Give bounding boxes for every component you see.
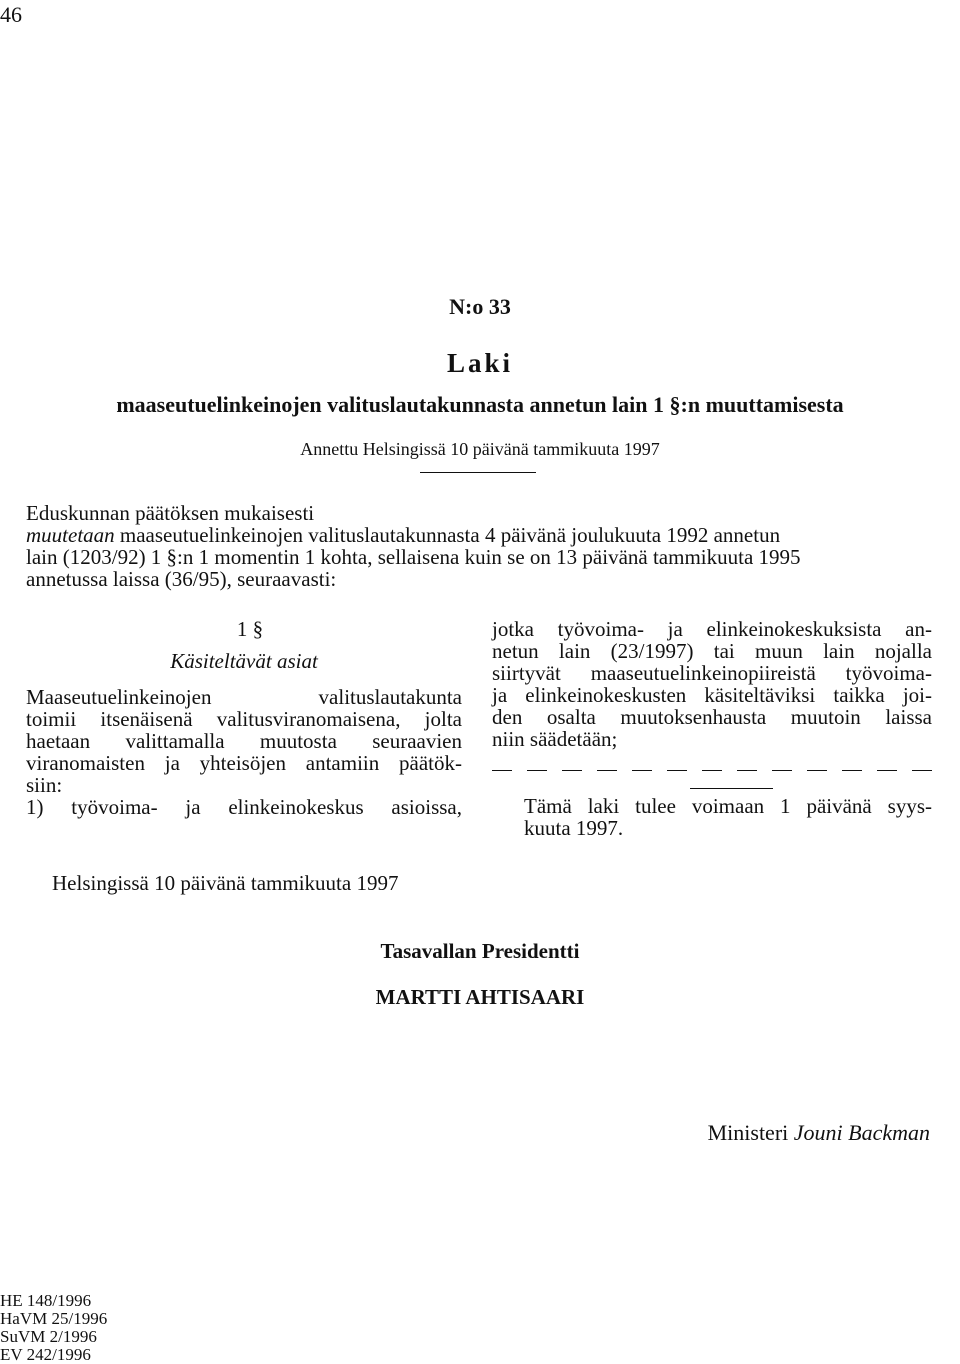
section-left-line: viranomaisten ja yhteisöjen antamiin päätök- <box>26 751 462 775</box>
minister-signature <box>708 1122 930 1144</box>
section-number: 1 § <box>236 617 264 641</box>
title-divider <box>420 472 536 473</box>
omission-dash <box>737 770 757 780</box>
right-column <box>492 618 932 839</box>
section-text-left <box>26 686 462 818</box>
omission-dash <box>702 770 722 780</box>
intro-line-3: lain (1203/92) 1 §:n 1 momentin 1 kohta, sellaisena kuin se on 13 päivänä tammikuuta 1995 <box>26 545 801 569</box>
omission-dash <box>492 770 512 780</box>
reference-item: SuVM 2/1996 <box>0 1327 97 1346</box>
section-right-line: ja elinkeinokeskusten käsiteltäviksi taikka joi- <box>492 683 932 707</box>
president-name: MARTTI AHTISAARI <box>375 985 585 1009</box>
omission-dash <box>597 770 617 780</box>
omission-dash <box>807 770 827 780</box>
omission-dash <box>562 770 582 780</box>
section-left-line: toimii itsenäisenä valitusviranomaisena, jolta <box>26 707 462 731</box>
omission-dash <box>772 770 792 780</box>
section-right-line: netun lain (23/1997) tai muun lain nojalla <box>492 639 932 663</box>
entry-into-force <box>492 795 932 839</box>
intro-line-2 <box>26 524 946 546</box>
omission-dash <box>667 770 687 780</box>
effective-line-2: kuuta 1997. <box>524 816 624 840</box>
section-divider <box>690 788 773 789</box>
statute-number: N:o 33 <box>449 294 511 319</box>
place-and-date: Helsingissä 10 päivänä tammikuuta 1997 <box>52 871 399 895</box>
omission-dashes <box>492 758 932 780</box>
law-subtitle: maaseutuelinkeinojen valituslautakunnasta annetun lain 1 §:n muuttamisesta <box>116 392 844 417</box>
minister-title: Ministeri <box>707 1120 789 1145</box>
section-left-line: haetaan valittamalla muutosta seuraavien <box>26 729 462 753</box>
section-right-line: den osalta muutoksenhausta muutoin laissa <box>492 705 932 729</box>
legislative-references <box>0 1292 107 1364</box>
intro-line-4: annetussa laissa (36/95), seuraavasti: <box>26 567 337 591</box>
section-right-line: siirtyvät maaseutuelinkeinopiireistä työvoima- <box>492 661 932 685</box>
section-right-line: jotka työvoima- ja elinkeinokeskuksista an- <box>492 617 932 641</box>
section-left-line: Maaseutuelinkeinojen valituslautakunta <box>26 685 462 709</box>
omission-dash <box>877 770 897 780</box>
effective-line-1: Tämä laki tulee voimaan 1 päivänä syys- <box>524 794 932 818</box>
reference-item: HE 148/1996 <box>0 1291 92 1310</box>
omission-dash <box>912 770 932 780</box>
omission-dash <box>842 770 862 780</box>
section-heading: Käsiteltävät asiat <box>170 649 318 673</box>
reference-item: EV 242/1996 <box>0 1345 91 1364</box>
given-date: Annettu Helsingissä 10 päivänä tammikuuta 1997 <box>300 439 660 459</box>
intro-line-2-rest: maaseutuelinkeinojen valituslautakunnasta 4 päivänä joulukuuta 1992 annetun <box>114 523 781 547</box>
intro-amend-word: muutetaan <box>26 523 115 547</box>
section-right-line: niin säädetään; <box>492 727 618 751</box>
law-label: Laki <box>446 348 514 378</box>
enactment-clause <box>26 502 946 590</box>
section-text-right <box>492 618 932 750</box>
left-column <box>26 618 462 818</box>
section-left-line: siin: <box>26 773 63 797</box>
president-title: Tasavallan Presidentti <box>380 939 580 963</box>
section-left-line: 1) työvoima- ja elinkeinokeskus asioissa, <box>26 795 462 819</box>
omission-dash <box>527 770 547 780</box>
reference-item: HaVM 25/1996 <box>0 1309 108 1328</box>
minister-name: Jouni Backman <box>793 1120 930 1145</box>
intro-line-1: Eduskunnan päätöksen mukaisesti <box>26 501 315 525</box>
omission-dash <box>632 770 652 780</box>
page-number: 46 <box>0 2 22 27</box>
